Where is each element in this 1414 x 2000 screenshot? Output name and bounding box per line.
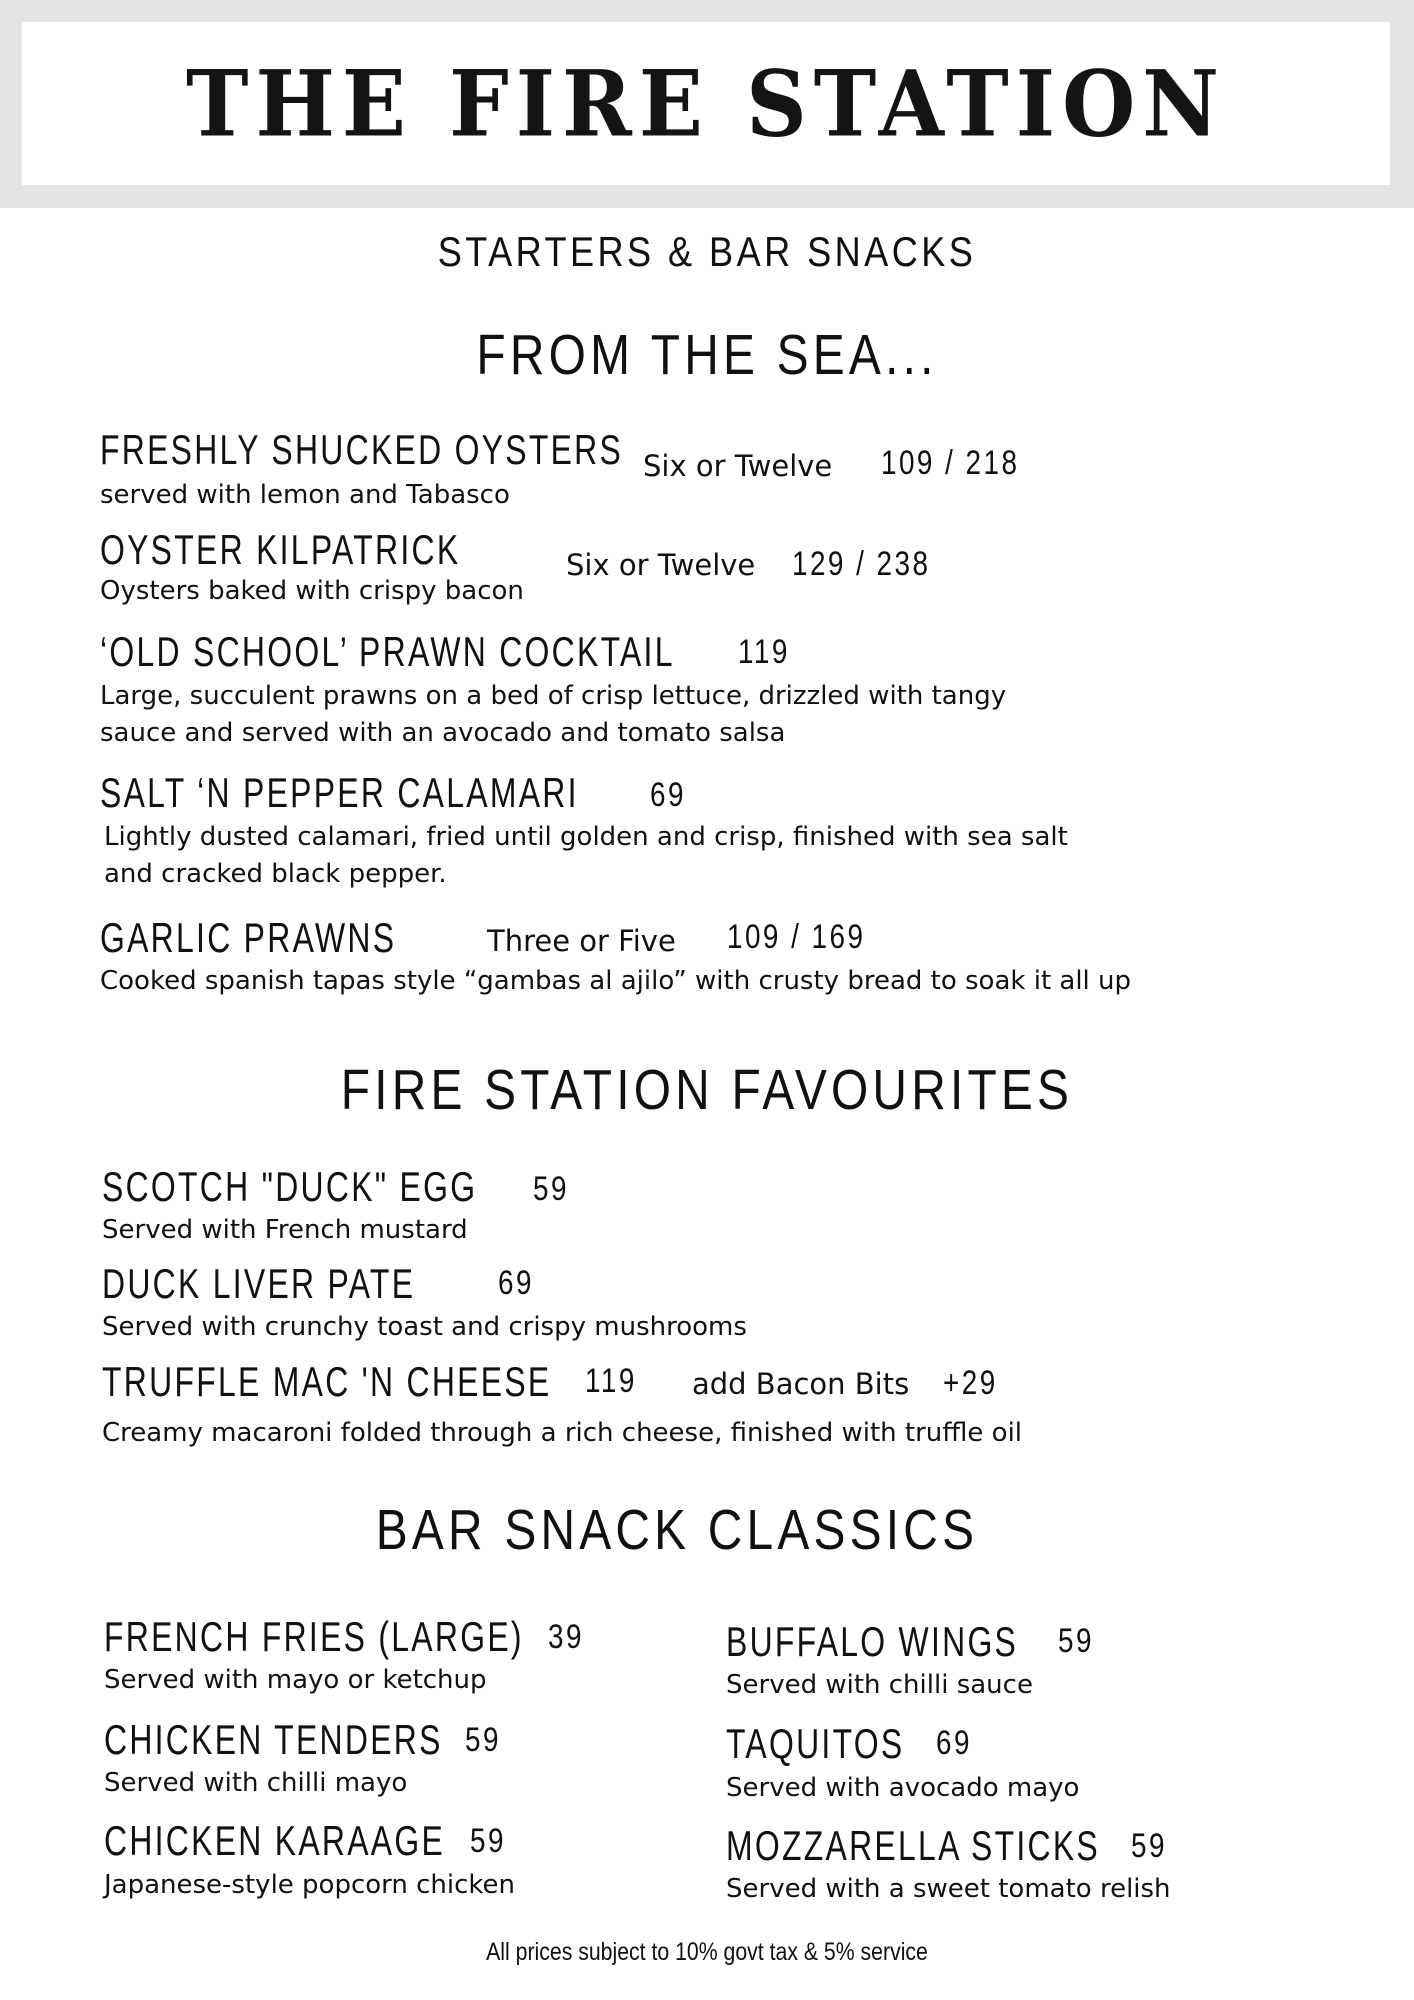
item-price: 119 (738, 633, 790, 671)
item-description: served with lemon and Tabasco (100, 480, 510, 510)
item-price: 39 (548, 1618, 584, 1656)
footer-note: All prices subject to 10% govt tax & 5% service (486, 1938, 928, 1966)
item-price: 59 (465, 1721, 501, 1759)
section-title-sea: FROM THE SEA... (476, 323, 938, 387)
item-addon-price: +29 (943, 1364, 998, 1402)
item-price: 109 / 169 (727, 918, 866, 956)
item-description: Creamy macaroni folded through a rich cheese, finished with truffle oil (102, 1418, 1023, 1448)
item-price: 69 (650, 776, 686, 814)
item-description: Large, succulent prawns on a bed of crisp lettuce, drizzled with tangy (100, 681, 1007, 711)
item-name: TAQUITOS (726, 1720, 905, 1767)
header-banner (0, 0, 1414, 208)
item-option: Three or Five (487, 924, 676, 958)
menu-subtitle: STARTERS & BAR SNACKS (437, 228, 977, 275)
item-name: CHICKEN KARAAGE (104, 1817, 446, 1864)
item-name: OYSTER KILPATRICK (100, 526, 461, 573)
item-name: TRUFFLE MAC 'N CHEESE (102, 1358, 552, 1405)
item-name: SCOTCH "DUCK" EGG (102, 1163, 478, 1210)
item-price: 59 (533, 1170, 569, 1208)
item-description: Served with chilli mayo (104, 1768, 408, 1798)
item-name: ‘OLD SCHOOL’ PRAWN COCKTAIL (100, 628, 675, 675)
section-title-favourites: FIRE STATION FAVOURITES (340, 1058, 1074, 1122)
item-name: MOZZARELLA STICKS (726, 1822, 1101, 1869)
item-description: Served with a sweet tomato relish (726, 1874, 1171, 1904)
section-title-bar-snacks: BAR SNACK CLASSICS (375, 1498, 979, 1562)
item-addon: add Bacon Bits (692, 1367, 910, 1401)
item-description: Served with avocado mayo (726, 1773, 1080, 1803)
item-description: Lightly dusted calamari, fried until golden and crisp, finished with sea salt (104, 822, 1068, 852)
item-description: Served with chilli sauce (726, 1670, 1033, 1700)
item-price: 59 (470, 1822, 506, 1860)
item-description: Served with French mustard (102, 1215, 468, 1245)
item-price: 69 (498, 1264, 534, 1302)
item-name: GARLIC PRAWNS (100, 914, 397, 961)
item-price: 69 (936, 1724, 972, 1762)
item-price: 59 (1058, 1622, 1094, 1660)
item-price: 59 (1131, 1827, 1167, 1865)
item-name: FRENCH FRIES (LARGE) (104, 1613, 524, 1660)
item-name: DUCK LIVER PATE (102, 1260, 416, 1307)
item-description: Cooked spanish tapas style “gambas al ajilo” with crusty bread to soak it all up (100, 966, 1132, 996)
header-panel (22, 22, 1390, 185)
item-description: sauce and served with an avocado and tomato salsa (100, 718, 786, 748)
restaurant-title: THE FIRE STATION (185, 50, 1227, 157)
item-description: Japanese-style popcorn chicken (104, 1870, 516, 1900)
item-price: 109 / 218 (881, 444, 1020, 482)
item-option: Six or Twelve (566, 548, 756, 582)
item-description: and cracked black pepper. (104, 859, 447, 889)
item-price: 129 / 238 (792, 545, 931, 583)
item-option: Six or Twelve (643, 449, 833, 483)
item-name: CHICKEN TENDERS (104, 1716, 443, 1763)
item-name: FRESHLY SHUCKED OYSTERS (100, 426, 624, 473)
item-description: Oysters baked with crispy bacon (100, 576, 524, 606)
item-name: SALT ‘N PEPPER CALAMARI (100, 769, 579, 816)
item-description: Served with crunchy toast and crispy mushrooms (102, 1312, 747, 1342)
item-description: Served with mayo or ketchup (104, 1665, 487, 1695)
item-price: 119 (585, 1362, 637, 1400)
item-name: BUFFALO WINGS (726, 1618, 1019, 1665)
